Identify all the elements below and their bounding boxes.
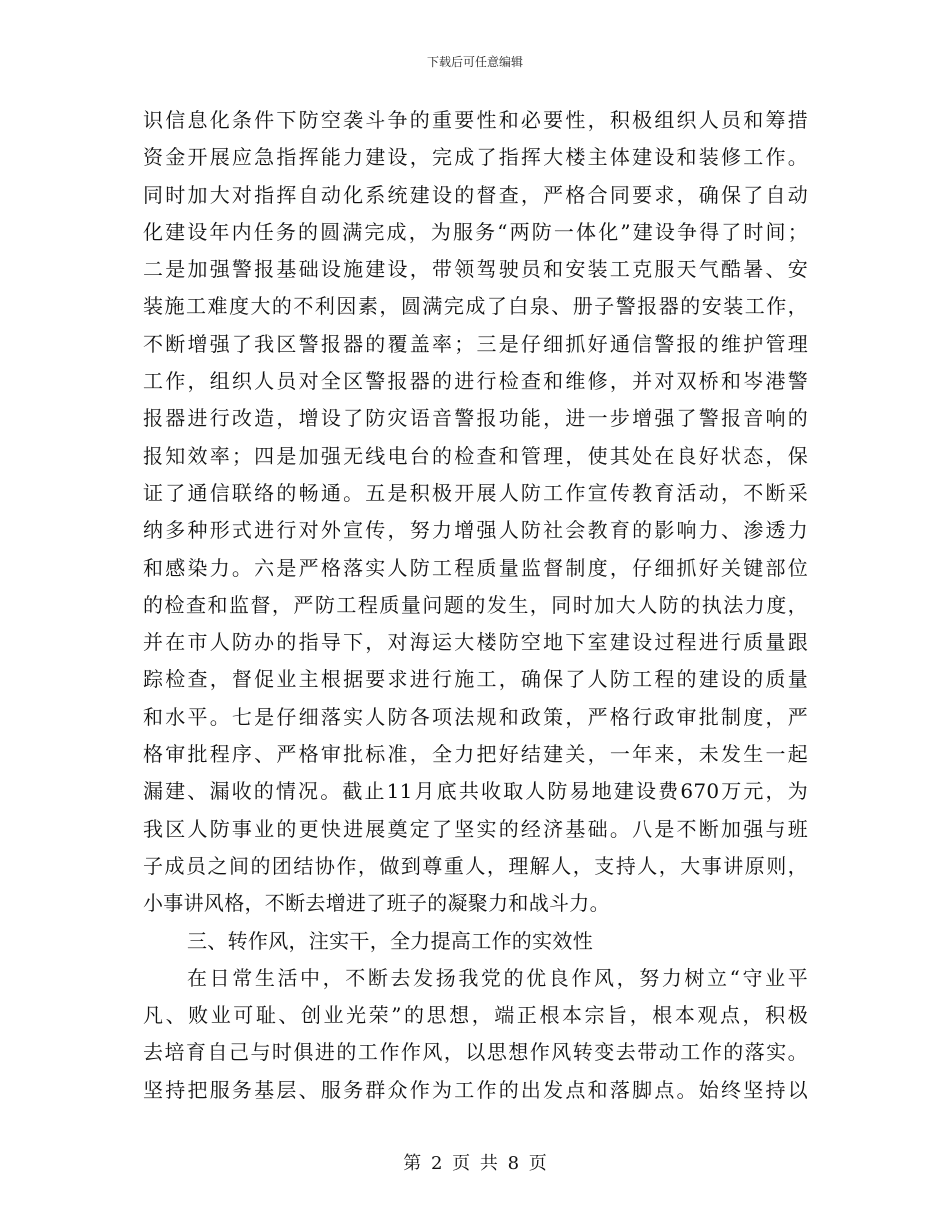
document-body bbox=[143, 102, 808, 1109]
page-number-footer: 第 2 页 共 8 页 bbox=[403, 1153, 547, 1174]
body-line: 识信息化条件下防空袭斗争的重要性和必要性，积极组织人员和筹措 bbox=[143, 108, 808, 132]
page-header-note: 下载后可任意编辑 bbox=[426, 55, 523, 69]
body-line: 报器进行改造，增设了防灾语音警报功能，进一步增强了警报音响的 bbox=[143, 406, 808, 431]
body-line: 在日常生活中，不断去发扬我党的优良作风，努力树立“守业平 bbox=[187, 965, 808, 990]
body-line: 同时加大对指挥自动化系统建设的督查，严格合同要求，确保了自动 bbox=[143, 182, 808, 207]
body-line: 小事讲风格，不断去增进了班子的凝聚力和战斗力。 bbox=[143, 891, 610, 916]
body-line: 并在市人防办的指导下，对海运大楼防空地下室建设过程进行质量跟 bbox=[143, 630, 808, 655]
body-line: 纳多种形式进行对外宣传，努力增强人防社会教育的影响力、渗透力 bbox=[143, 518, 808, 543]
body-line: 和水平。七是仔细落实人防各项法规和政策，严格行政审批制度，严 bbox=[143, 704, 808, 729]
body-line: 格审批程序、严格审批标准，全力把好结建关，一年来，未发生一起 bbox=[143, 742, 808, 767]
body-line: 资金开展应急指挥能力建设，完成了指挥大楼主体建设和装修工作。 bbox=[143, 145, 808, 170]
body-line: 子成员之间的团结协作，做到尊重人，理解人，支持人，大事讲原则， bbox=[143, 853, 808, 878]
body-line: 凡、败业可耻、创业光荣”的思想，端正根本宗旨，根本观点，积极 bbox=[143, 1003, 808, 1028]
body-line: 坚持把服务基层、服务群众作为工作的出发点和落脚点。始终坚持以 bbox=[143, 1077, 808, 1102]
body-line: 报知效率；四是加强无线电台的检查和管理，使其处在良好状态，保 bbox=[143, 443, 808, 468]
body-line: 证了通信联络的畅通。五是积极开展人防工作宣传教育活动，不断采 bbox=[143, 480, 808, 505]
body-line: 漏建、漏收的情况。截止11月底共收取人防易地建设费670万元，为 bbox=[143, 779, 808, 804]
body-line: 的检查和监督，严防工程质量问题的发生，同时加大人防的执法力度， bbox=[143, 592, 808, 617]
body-line: 工作，组织人员对全区警报器的进行检查和维修，并对双桥和岑港警 bbox=[143, 369, 808, 394]
body-line: 不断增强了我区警报器的覆盖率；三是仔细抓好通信警报的维护管理 bbox=[143, 331, 808, 356]
section-heading: 三、转作风，注实干，全力提高工作的实效性 bbox=[187, 928, 593, 953]
body-line: 去培育自己与时俱进的工作作风，以思想作风转变去带动工作的落实。 bbox=[143, 1040, 808, 1065]
body-line: 二是加强警报基础设施建设，带领驾驶员和安装工克服天气酷暑、安 bbox=[143, 257, 808, 282]
body-line: 和感染力。六是严格落实人防工程质量监督制度，仔细抓好关键部位 bbox=[143, 555, 808, 580]
body-line: 装施工难度大的不利因素，圆满完成了白泉、册子警报器的安装工作， bbox=[143, 294, 808, 319]
body-line: 我区人防事业的更快进展奠定了坚实的经济基础。八是不断加强与班 bbox=[143, 816, 808, 841]
body-line: 化建设年内任务的圆满完成，为服务“两防一体化”建设争得了时间； bbox=[143, 219, 808, 244]
body-line: 踪检查，督促业主根据要求进行施工，确保了人防工程的建设的质量 bbox=[143, 667, 808, 692]
